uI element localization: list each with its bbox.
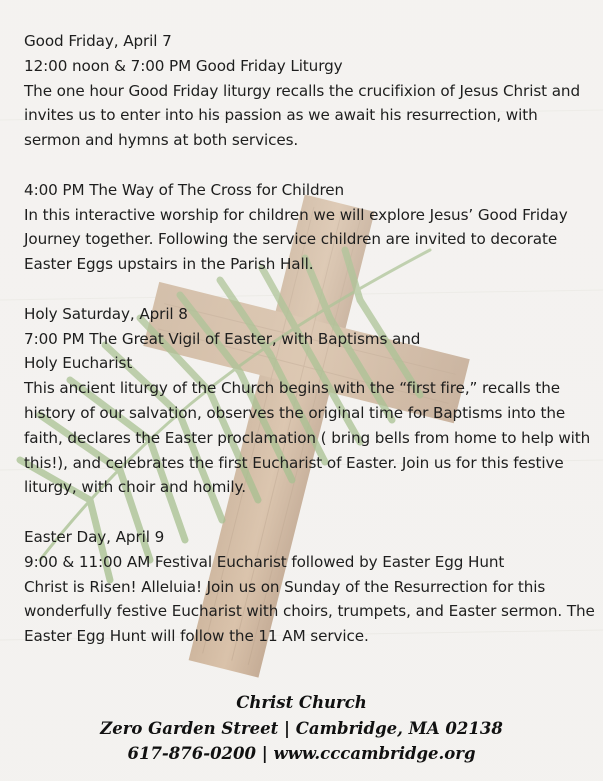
vigil-description: This ancient liturgy of the Church begins with the “first fire,” recalls the history of our salvation, observes the original time for Baptisms into the faith, declares the Easter proclamation ( bring bells from home to help with this!), and celebrates the first Eucharist of Easter. Join us for this festive liturgy, with choir and homily. [24,379,591,497]
spacer [24,277,596,302]
church-footer [0,690,603,767]
vigil-time-line2: Holy Eucharist [24,354,133,373]
easter-day-date: Easter Day, April 9 [24,527,165,546]
children-service-time: 4:00 PM The Way of The Cross for Children [24,180,345,199]
children-service-description: In this interactive worship for children we will explore Jesus’ Good Friday Journey together. Following the service children are invited to decorate Easter Eggs upstairs in the Parish Hall. [24,205,568,274]
church-contact: 617-876-0200 | www.cccambridge.org [127,744,476,763]
easter-day-description: Christ is Risen! Alleluia! Join us on Sunday of the Resurrection for this wonderfully festive Eucharist with choirs, trumpets, and Easter sermon. The Easter Egg Hunt will follow the 11 AM service. [24,577,595,646]
good-friday-date: Good Friday, April 7 [24,32,172,50]
good-friday-liturgy-description: The one hour Good Friday liturgy recalls the crucifixion of Jesus Christ and invites us to enter into his passion as we await his resurrection, with sermon and hymns at both services. [24,81,580,150]
holy-saturday-date: Holy Saturday, April 8 [24,304,188,323]
good-friday-liturgy-time: 12:00 noon & 7:00 PM Good Friday Liturgy [24,56,343,75]
spacer [24,153,596,178]
church-address: Zero Garden Street | Cambridge, MA 02138 [100,718,503,738]
spacer [24,500,596,525]
church-name: Christ Church [236,693,367,712]
schedule-text [24,29,596,649]
vigil-time-line1: 7:00 PM The Great Vigil of Easter, with Baptisms and [24,329,421,348]
easter-day-time: 9:00 & 11:00 AM Festival Eucharist followed by Easter Egg Hunt [24,552,505,571]
